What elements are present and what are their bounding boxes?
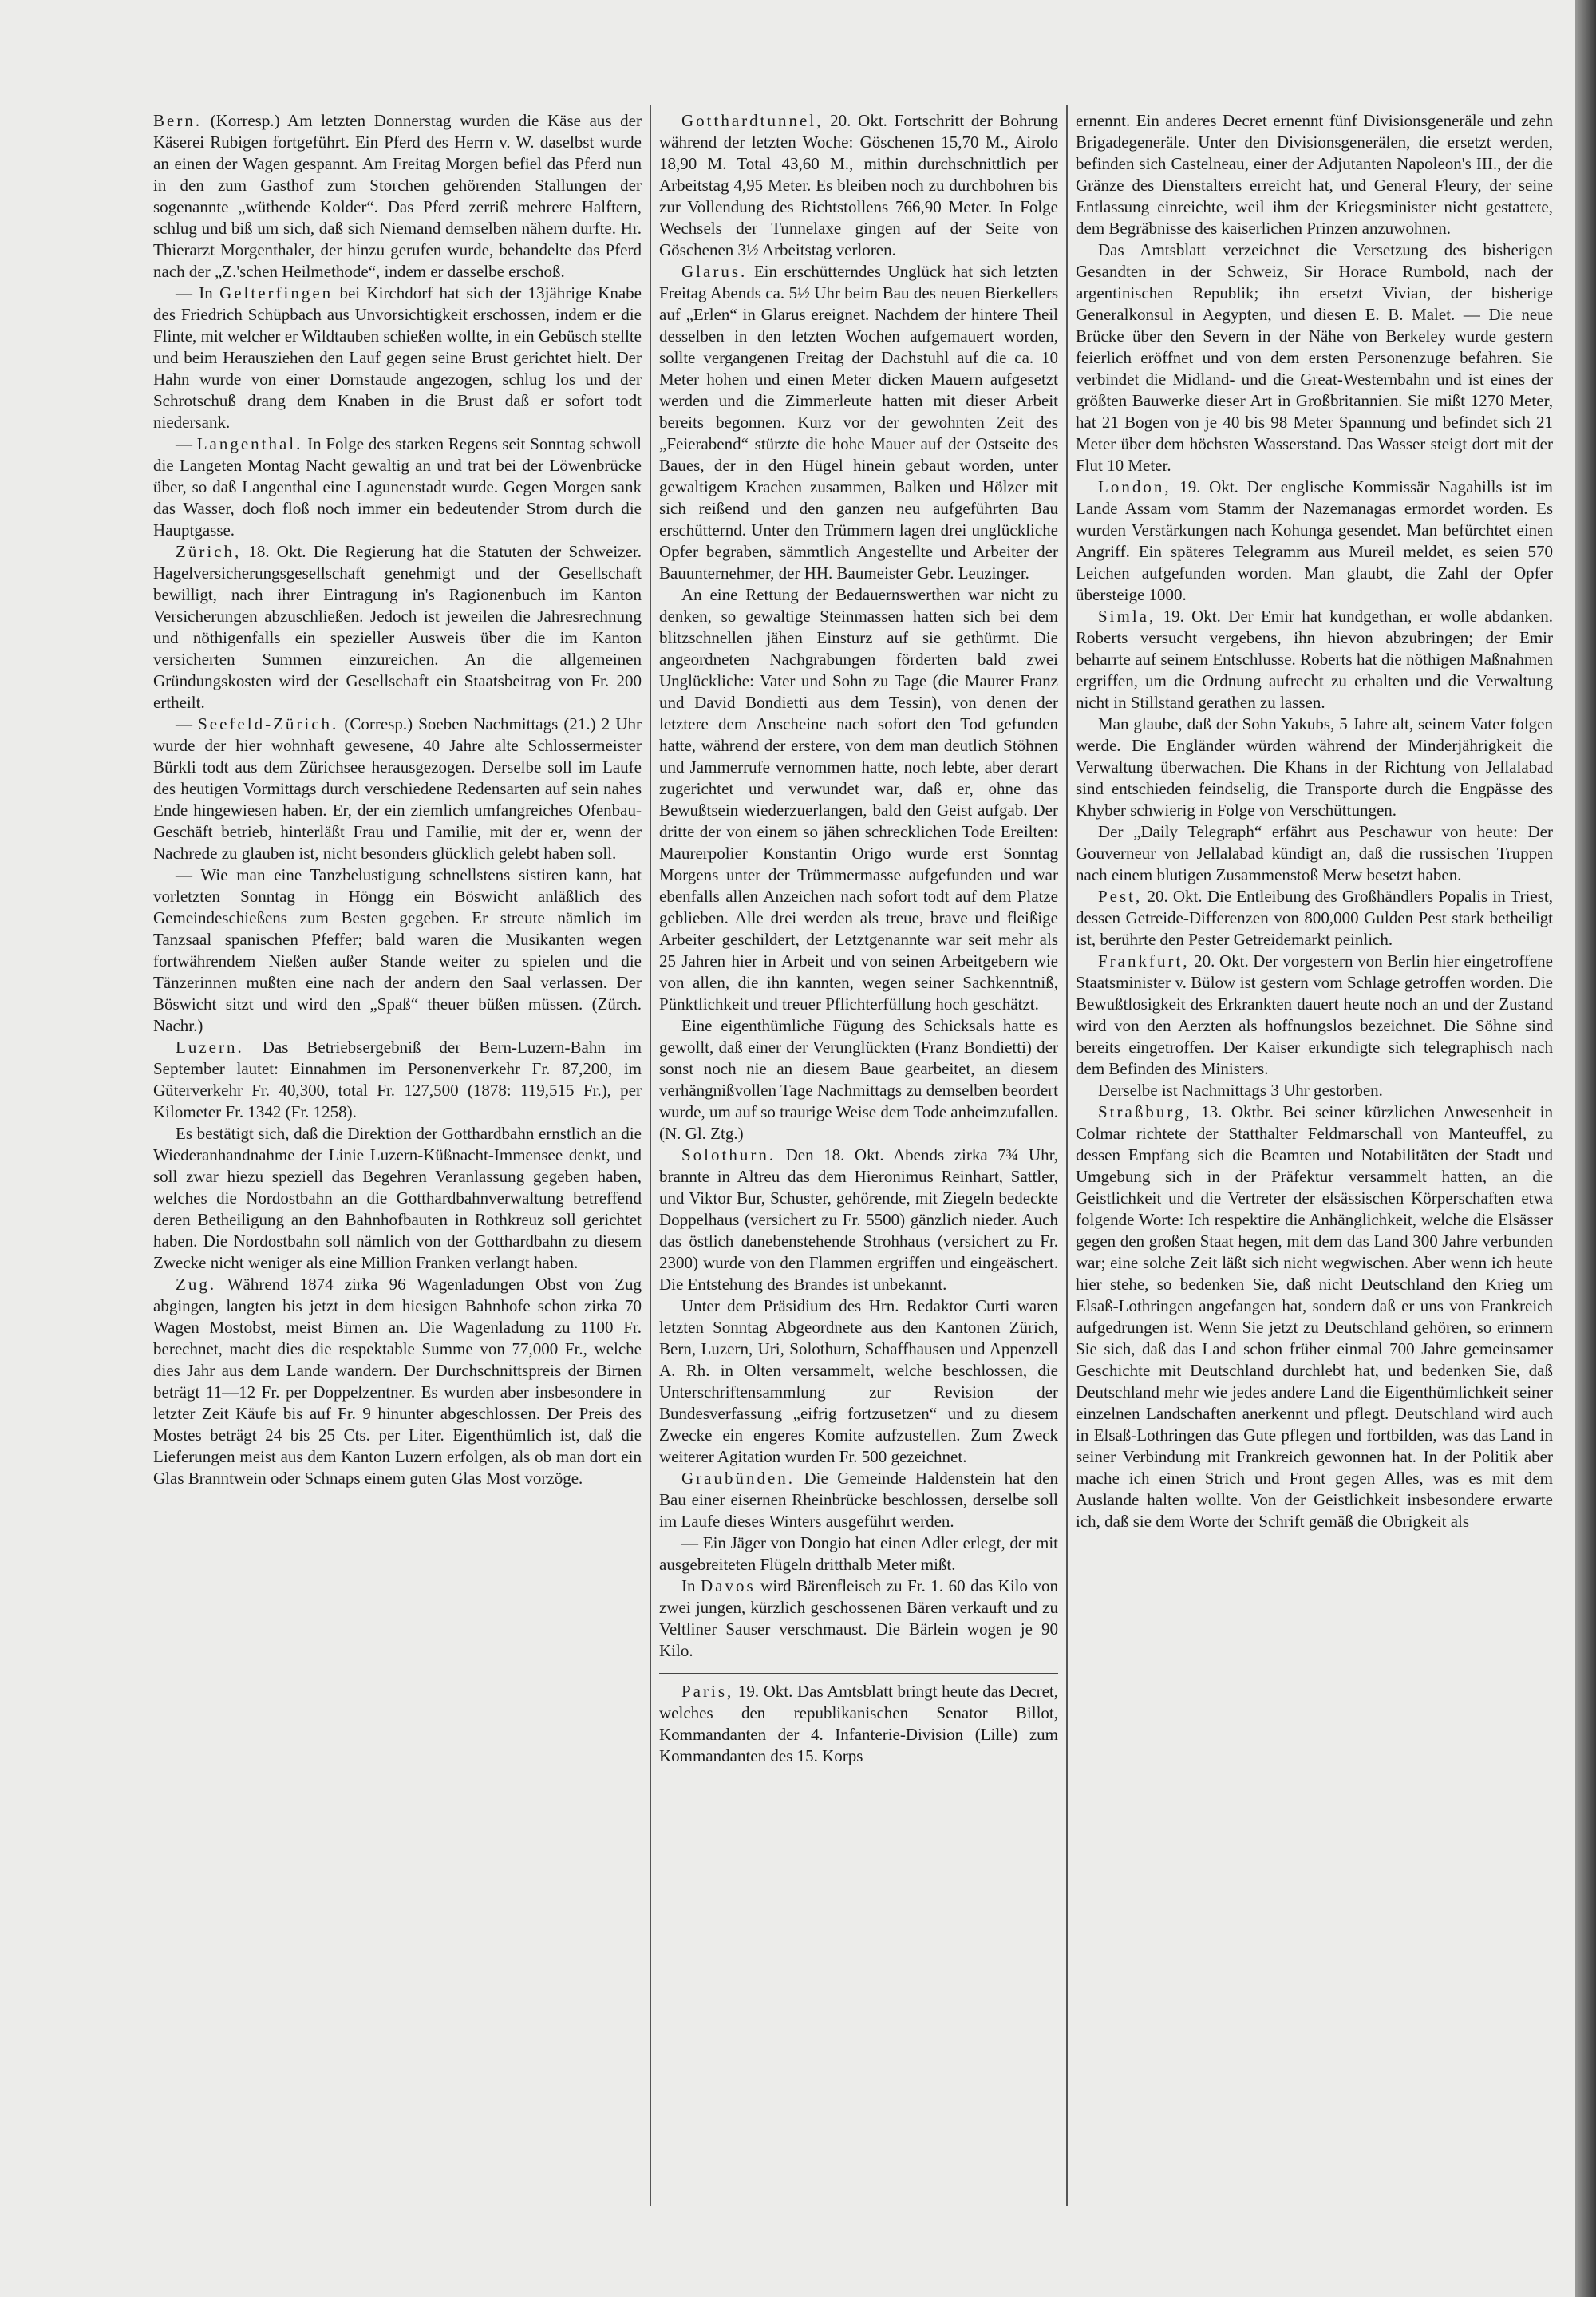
article-paragraph: [659, 110, 1058, 261]
article-paragraph: [153, 864, 642, 1037]
text-pre: —: [176, 714, 199, 733]
section-divider: [659, 1673, 1058, 1674]
article-text: Während 1874 zirka 96 Wagenladungen Obst von Zug abgingen, langten bis jetzt in dem hiesigen Bahnhofe schon zirka 70 Wagen Mostobst, meist Birnen an. Die Wagenladung zu 1100 Fr. berechnet, macht dies die respektable Summe von 77,000 Fr., welche dies Jahr aus dem Lande wandern. Der Durchschnittspreis der Birnen beträgt 11—12 Fr. per Doppelzentner. Es wurden aber insbesondere in letzter Zeit Käufe bis auf Fr. 9 hinunter abgeschlossen. Der Preis des Mostes beträgt 24 bis 25 Cts. per Liter. Eigenthümlich ist, daß die Lieferungen meist aus dem Kanton Luzern erfolgen, als ob man dort ein Glas Branntwein oder Schnaps einem guten Glas Most vorzöge.: [153, 1275, 642, 1488]
article-paragraph: [1076, 1101, 1553, 1532]
article-paragraph: [659, 1681, 1058, 1767]
article-paragraph: [659, 1468, 1058, 1532]
article-text: 19. Okt. Der englische Kommissär Nagahills ist im Lande Assam vom Stamm der Nazemanagas ermordet worden. Es wurden Verstärkungen nach Kohunga gesendet. Man befürchtet einen Angriff. Ein späteres Telegramm aus Mureil meldet, es seien 570 Leichen aufgefunden worden. Man glaubt, die Zahl der Opfer übersteige 1000.: [1076, 477, 1553, 604]
article-paragraph: [153, 433, 642, 541]
article-text: Das Amtsblatt verzeichnet die Versetzung des bisherigen Gesandten in der Schweiz, Sir Horace Rumbold, nach der argentinischen Republik; ihn ersetzt Vivian, der bisherige Generalkonsul in Aegypten, und diesen E. B. Malet. — Die neue Brücke über den Severn in der Nähe von Berkeley wurde gestern feierlich eröffnet und von dem ersten Personenzuge befahren. Sie verbindet die Midland- und die Great-Westernbahn und ist eines der größten Bauwerke dieser Art in Großbritannien. Sie mißt 1270 Meter, hat 21 Bogen von je 40 bis 98 Meter Spannung und befindet sich 21 Meter über dem höchsten Wasserstand. Das Wasser steigt dort mit der Flut 10 Meter.: [1076, 240, 1553, 475]
article-dateline: Gotthardtunnel,: [681, 111, 824, 130]
article-dateline: Davos: [701, 1576, 756, 1595]
article-text: Die Gemeinde Haldenstein hat den Bau einer eisernen Rheinbrücke beschlossen, derselbe soll im Laufe dieses Winters ausgeführt werden.: [659, 1469, 1058, 1531]
article-dateline: Seefeld-Zürich.: [198, 714, 339, 733]
article-paragraph: [153, 1037, 642, 1123]
article-dateline: Simla,: [1098, 607, 1156, 626]
article-dateline: Straßburg,: [1098, 1102, 1192, 1121]
article-paragraph: [1076, 821, 1553, 886]
article-paragraph: [1076, 886, 1553, 951]
scan-edge: [1575, 0, 1596, 2297]
column-rule: [650, 105, 651, 2206]
article-text: (Corresp.) Soeben Nachmittags (21.) 2 Uhr wurde der hier wohnhaft gewesene, 40 Jahre alte Schlossermeister Bürkli todt aus dem Zürichsee herausgezogen. Derselbe soll im Laufe des heutigen Vormittags durch verschiedene Redensarten auf sein nahes Ende hingewiesen haben. Er, der ein ziemlich umfangreiches Ofenbau-Geschäft betrieb, hinterläßt Frau und Familie, mit der er, wenn der Nachrede zu glauben ist, nicht besonders glücklich gelebt haben soll.: [153, 714, 642, 863]
article-paragraph: [153, 541, 642, 714]
article-paragraph: [1076, 1080, 1553, 1101]
article-text: Unter dem Präsidium des Hrn. Redaktor Curti waren letzten Sonntag Abgeordnete aus den Kantonen Zürich, Bern, Luzern, Uri, Solothurn, Schaffhausen und Appenzell A. Rh. in Olten versammelt, welche beschlossen, die Unterschriftensammlung zur Revision der Bundesverfassung „eifrig fortzusetzen“ und zu diesem Zwecke ein engeres Komite aufzustellen. Zum Zweck weiterer Agitation wurden Fr. 500 gezeichnet.: [659, 1296, 1058, 1466]
article-text: In Folge des starken Regens seit Sonntag schwoll die Langeten Montag Nacht gewaltig an und trat bei der Löwenbrücke über, so daß Langenthal eine Lagunenstadt wurde. Gegen Morgen sank das Wasser, doch floß noch immer ein bedeutender Strom durch die Hauptgasse.: [153, 434, 642, 540]
article-text: Es bestätigt sich, daß die Direktion der Gotthardbahn ernstlich an die Wiederanhandnahme der Linie Luzern-Küßnacht-Immensee denkt, und soll zwar hiezu speziell das Begehren Veranlassung gegeben haben, welches die Nordostbahn an die Gotthardbahnverwaltung betreffend deren Betheiligung an den Bahnhofbauten in Rothkreuz soll gerichtet haben. Die Nordostbahn soll nämlich von der Gotthardbahn zu diesem Zwecke nicht weniger als eine Million Franken verlangt haben.: [153, 1124, 642, 1272]
article-dateline: Zug.: [176, 1275, 217, 1294]
article-text: Derselbe ist Nachmittags 3 Uhr gestorben.: [1098, 1081, 1383, 1100]
article-dateline: Frankfurt,: [1098, 951, 1190, 971]
column-3: [1076, 110, 1553, 1532]
text-pre: — In: [176, 283, 220, 302]
article-paragraph: [659, 1145, 1058, 1295]
column-2: [659, 110, 1058, 1767]
article-text: Ein erschütterndes Unglück hat sich letzten Freitag Abends ca. 5½ Uhr beim Bau des neuen Bierkellers auf „Erlen“ in Glarus ereignet. Nachdem der hintere Theil desselben in den letzten Wochen aufgemauert worden, sollte vergangenen Freitag der Dachstuhl auf die ca. 10 Meter hohen und einen Meter dicken Mauern aufgesetzt werden und die Zimmerleute hatten mit dieser Arbeit bereits begonnen. Kurz vor der gewohnten Zeit des „Feierabend“ stürzte die hohe Mauer auf der Ostseite des Baues, der in den Hügel hinein gebaut worden, unter gewaltigem Krachen zusammen, Balken und Hölzer mit sich reißend und den ganzen neu aufgeführten Bau erschütternd. Unter den Trümmern lagen drei unglückliche Opfer begraben, sämmtlich Angestellte und Arbeiter der Bauunternehmer, der HH. Baumeister Gebr. Leuzinger.: [659, 262, 1058, 583]
article-paragraph: [1076, 110, 1553, 239]
article-paragraph: [153, 110, 642, 283]
article-text: Eine eigenthümliche Fügung des Schicksals hatte es gewollt, daß einer der Verunglückten (Franz Bondietti) der sonst noch nie an diesem Baue gearbeitet, an diesem verhängnißvollen Tage Nachmittags zu demselben beordert wurde, um auf so traurige Weise dem Tode anheimzufallen. (N. Gl. Ztg.): [659, 1016, 1058, 1143]
article-paragraph: [659, 1575, 1058, 1662]
article-paragraph: [1076, 714, 1553, 821]
article-dateline: Luzern.: [176, 1038, 244, 1057]
article-text: Das Betriebsergebniß der Bern-Luzern-Bahn im September lautet: Einnahmen im Personenverkehr Fr. 87,200, im Güterverkehr Fr. 40,300, total Fr. 127,500 (1878: 119,515 Fr.), per Kilometer Fr. 1342 (Fr. 1258).: [153, 1038, 642, 1121]
article-paragraph: [1076, 476, 1553, 606]
article-paragraph: [659, 584, 1058, 1015]
article-dateline: London,: [1098, 477, 1171, 496]
article-paragraph: [153, 1274, 642, 1489]
article-text: Den 18. Okt. Abends zirka 7¾ Uhr, brannte in Altreu das dem Hieronimus Reinhart, Sattler, und Viktor Bur, Schuster, gehörende, mit Ziegeln bedeckte Doppelhaus (versichert zu Fr. 5500) gänzlich nieder. Auch das östlich danebenstehende Strohhaus (versichert zu Fr. 2300) wurde von den Flammen ergriffen und eingeäschert. Die Entstehung des Brandes ist unbekannt.: [659, 1145, 1058, 1294]
article-dateline: Paris,: [681, 1682, 734, 1701]
article-paragraph: [1076, 239, 1553, 476]
article-text: (Korresp.) Am letzten Donnerstag wurden die Käse aus der Käserei Rubigen fortgeführt. Ein Pferd des Herrn v. W. daselbst wurde an einen der Wagen gespannt. Am Freitag Morgen befiel das Pferd nun in den zum Gasthof zum Storchen gehörenden Stallungen der sogenannte „wüthende Kolder“. Das Pferd zerriß mehrere Halftern, schlug und biß um sich, daß sich Niemand demselben nähern durfte. Hr. Thierarzt Morgenthaler, der hinzu gerufen wurde, behandelte das Pferd nach der „Z.'schen Heilmethode“, indem er dasselbe erschoß.: [153, 111, 642, 281]
article-dateline: Solothurn.: [681, 1145, 776, 1164]
article-text: 20. Okt. Fortschritt der Bohrung während der letzten Woche: Göschenen 15,70 M., Airolo 18,90 M. Total 43,60 M., mithin durchschnittlich per Arbeitstag 4,95 Meter. Es bleiben noch zu durchbohren bis zur Vollendung des Richtstollens 766,90 Meter. In Folge Wechsels der Tunnelaxe gingen auf der Seite von Göschenen 3½ Arbeitstag verloren.: [659, 111, 1058, 259]
article-dateline: Graubünden.: [681, 1469, 796, 1488]
article-dateline: Bern.: [153, 111, 203, 130]
article-paragraph: [153, 714, 642, 864]
article-paragraph: [153, 1123, 642, 1274]
article-text: ernennt. Ein anderes Decret ernennt fünf Divisionsgeneräle und zehn Brigadegeneräle. Unter den Divisionsgenerälen, die ersetzt werden, befinden sich Castelneau, einer der Adjutanten Napoleon's III., der die Gränze des Dienstalters erreicht hat, und General Fleury, der seine Entlassung einreichte, weil ihm der Kriegsminister nicht gestattete, dem Begräbnisse des kaiserlichen Prinzen anzuwohnen.: [1076, 111, 1553, 238]
article-text: An eine Rettung der Bedauernswerthen war nicht zu denken, so gewaltige Steinmassen hatten sich bei dem blitzschnellen jähen Einsturz auf sie gethürmt. Die angeordneten Nachgrabungen förderten bald zwei Unglückliche: Vater und Sohn zu Tage (die Maurer Franz und David Bondietti aus dem Tessin), von denen der letztere dem Anscheine nach sofort den Tod gefunden hatte, während der erstere, von dem man deutlich Stöhnen und Jammerrufe vernommen hatte, noch lebte, aber derart zugerichtet und verwundet war, daß er, ohne das Bewußtsein wiederzuerlangen, bald den Geist aufgab. Der dritte der von einem so jähen schrecklichen Tode Ereilten: Maurerpolier Konstantin Origo wurde erst Sonntag Morgens unter der Trümmermasse aufgefunden und war ebenfalls allen Anzeichen nach sofort todt auf dem Platze geblieben. Alle drei werden als treue, brave und fleißige Arbeiter geschildert, der Letztgenannte war seit mehr als 25 Jahren hier in Arbeit und von seinen Arbeitgebern wie von allen, die ihn kannten, wegen seiner Sachkenntniß, Pünktlichkeit und treuer Pflichterfüllung hoch geschätzt.: [659, 585, 1058, 1014]
column-rule: [1066, 105, 1068, 2206]
article-text: Der „Daily Telegraph“ erfährt aus Peschawur von heute: Der Gouverneur von Jellalabad kündigt an, daß die russischen Truppen nach einem blutigen Zusammenstoß Merw besetzt haben.: [1076, 822, 1553, 884]
article-text: wird Bärenfleisch zu Fr. 1. 60 das Kilo von zwei jungen, kürzlich geschossenen Bären verkauft und zu Veltliner Sauser verschmaust. Die Bärlein wogen je 90 Kilo.: [659, 1576, 1058, 1660]
article-paragraph: [659, 261, 1058, 584]
text-pre: In: [681, 1576, 701, 1595]
article-text: 19. Okt. Das Amtsblatt bringt heute das Decret, welches den republikanischen Senator Billot, Kommandanten der 4. Infanterie-Division (Lille) zum Kommandanten des 15. Korps: [659, 1682, 1058, 1765]
article-text: 13. Oktbr. Bei seiner kürzlichen Anwesenheit in Colmar richtete der Statthalter Feldmarschall von Manteuffel, zu dessen Empfang sich die Beamten und Notabilitäten der Stadt und Umgebung sich in der Präfektur versammelt hatten, an die Geistlichkeit und die Vertreter der elsässischen Körperschaften etwa folgende Worte: Ich respektire die Anhänglichkeit, welche die Elsässer gegen den großen Staat hegen, mit dem das Land 300 Jahre verbunden war; eine solche Zeit läßt sich nicht wegwischen. Aber wenn ich heute hier stehe, so bedenken Sie, daß nicht Deutschland den Krieg um Elsaß-Lothringen angefangen hat, sondern daß er uns von Frankreich aufgedrungen ist. Wenn Sie jetzt zu Deutschland gehören, so erinnern Sie sich, daß das Land schon früher einmal 700 Jahre gemeinsamer Geschichte mit Deutschland durchlebt hat, und bedenken Sie, daß Deutschland mehr wie jedes andere Land die Eigenthümlichkeit seiner einzelnen Landschaften anerkennt und pflegt. Deutschland wird auch in Elsaß-Lothringen das Gute pflegen und fortbilden, was das Land in seiner Verbindung mit Frankreich gewonnen hat. In der Politik aber mache ich einen Strich und Front gegen Alles, was es mit dem Auslande halten wollte. Von der Geistlichkeit insbesondere erwarte ich, daß sie dem Worte der Schrift gemäß die Obrigkeit als: [1076, 1102, 1553, 1531]
article-paragraph: [659, 1295, 1058, 1468]
article-paragraph: [659, 1532, 1058, 1575]
article-dateline: Glarus.: [681, 262, 748, 281]
article-dateline: Langenthal.: [196, 434, 303, 453]
article-paragraph: [153, 283, 642, 433]
text-pre: —: [176, 434, 197, 453]
article-text: Man glaube, daß der Sohn Yakubs, 5 Jahre alt, seinem Vater folgen werde. Die Engländer würden während der Minderjährigkeit die Verwaltung überwachen. Die Khans in der Richtung von Jellalabad sind entschieden feindselig, die Transporte durch die Engpässe des Khyber schwierig in Folge von Verschüttungen.: [1076, 714, 1553, 820]
article-dateline: Pest,: [1098, 887, 1143, 906]
column-1: [153, 110, 642, 1489]
article-text: 18. Okt. Die Regierung hat die Statuten der Schweizer. Hagelversicherungsgesellschaft genehmigt und der Gesellschaft bewilligt, nach ihrer Eintragung in's Ragionenbuch im Kanton Versicherungen abzuschließen. Jedoch ist jeweilen die Jahresrechnung und nöthigenfalls ein spezieller Ausweis über die im Kanton versicherten Summen einzureichen. An die allgemeinen Gründungskosten wird der Gesellschaft ein Staatsbeitrag von Fr. 200 ertheilt.: [153, 542, 642, 712]
article-text: — Wie man eine Tanzbelustigung schnellstens sistiren kann, hat vorletzten Sonntag in Höngg ein Böswicht anläßlich des Gemeindeschießens zum Besten gegeben. Er streute nämlich im Tanzsaal spanischen Pfeffer; bald waren die Musikanten wegen fortwährendem Nießen außer Stande weiter zu spielen und die Tänzerinnen mußten eine nach der andern den Saal verlassen. Der Böswicht sitzt und wird den „Spaß“ theuer büßen müssen. (Zürch. Nachr.): [153, 865, 642, 1035]
article-text: 20. Okt. Der vorgestern von Berlin hier eingetroffene Staatsminister v. Bülow ist gestern vom Schlage getroffen worden. Die Bewußtlosigkeit des Erkrankten dauert heute noch an und der Zustand wird von den Aerzten als hoffnungslos bezeichnet. Die Söhne sind bereits eingetroffen. Der Kaiser erkundigte sich telegraphisch nach dem Befinden des Ministers.: [1076, 951, 1553, 1078]
article-text: 19. Okt. Der Emir hat kundgethan, er wolle abdanken. Roberts versucht vergebens, ihn hievon abzubringen; der Emir beharrte auf seinem Entschlusse. Roberts hat die nöthigen Maßnahmen ergriffen, um die Ordnung aufrecht zu erhalten und die Verwaltung nicht in Stillstand gerathen zu lassen.: [1076, 607, 1553, 712]
article-text: 20. Okt. Die Entleibung des Großhändlers Popalis in Triest, dessen Getreide-Differenzen von 800,000 Gulden Pest stark betheiligt ist, berührte den Pester Getreidemarkt peinlich.: [1076, 887, 1553, 949]
article-paragraph: [1076, 606, 1553, 714]
article-paragraph: [659, 1015, 1058, 1145]
article-text: — Ein Jäger von Dongio hat einen Adler erlegt, der mit ausgebreiteten Flügeln dritthalb Meter mißt.: [659, 1533, 1058, 1574]
article-paragraph: [1076, 951, 1553, 1080]
article-text: bei Kirchdorf hat sich der 13jährige Knabe des Friedrich Schüpbach aus Unvorsichtigkeit erschossen, indem er die Flinte, mit welcher er Wildtauben schießen wollte, in ein Gebüsch stellte und beim Herausziehen den Lauf gegen seine Brust gerichtet hielt. Der Hahn wurde von einer Dornstaude angezogen, schlug los und der Schrotschuß drang dem Knaben in die Brust daß er sofort todt niedersank.: [153, 283, 642, 432]
article-dateline: Zürich,: [176, 542, 242, 561]
article-dateline: Gelterfingen: [219, 283, 334, 302]
